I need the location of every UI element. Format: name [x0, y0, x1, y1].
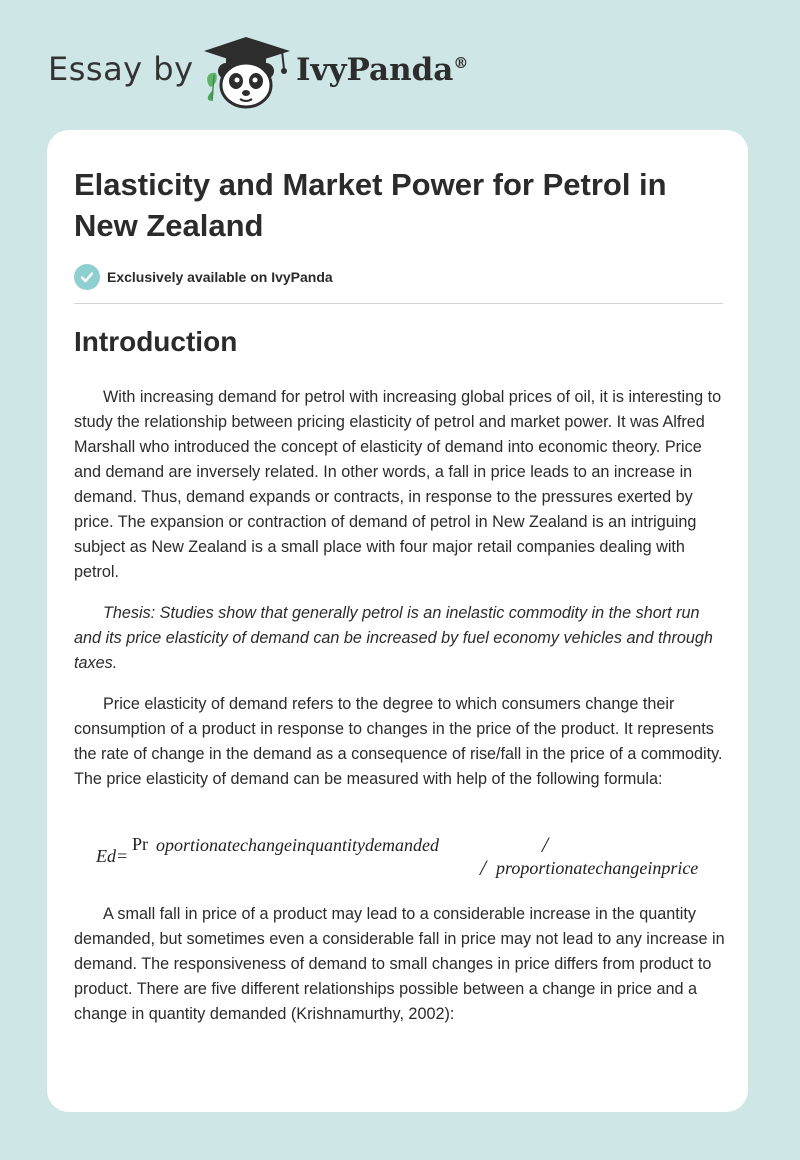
- registered-mark: ®: [453, 54, 469, 72]
- brand-name[interactable]: [296, 52, 468, 88]
- essay-card: [47, 130, 748, 1112]
- formula-denominator: proportionatechangeinprice: [496, 858, 699, 878]
- paragraph-4: A small fall in price of a product may lead to a considerable increase in the quantity demanded, but sometimes even a considerable fall in price may not lead to any increase in demand. The responsiveness of demand to small changes in price differs from product to product. There are five different relationships possible between a change in price and a change in quantity demanded (Krishnamurthy, 2002):: [74, 905, 725, 1023]
- thesis-paragraph: Thesis: Studies show that generally petrol is an inelastic commodity in the short run and its price elasticity of demand can be increased by fuel economy vehicles and through taxes.: [74, 604, 713, 672]
- elasticity-formula: [96, 830, 746, 882]
- exclusive-badge: [74, 264, 333, 290]
- paragraph-3: Price elasticity of demand refers to the degree to which consumers change their consumption of a product in response to changes in the price of the product. It represents the rate of change in the demand as a consequence of rise/fall in the price of a commodity. The price elasticity of demand can be measured with help of the following formula:: [74, 695, 723, 788]
- brand-name-text: IvyPanda: [296, 52, 454, 88]
- divider: [74, 303, 723, 304]
- essay-title: Elasticity and Market Power for Petrol in New Zealand: [74, 167, 667, 243]
- formula-slash-top: /: [542, 832, 549, 857]
- formula-numerator: oportionatechangeinquantitydemanded: [156, 835, 439, 855]
- formula-slash-bottom: /: [480, 855, 487, 880]
- essay-by-label: Essay by: [48, 50, 194, 88]
- formula-lhs: Ed=: [96, 846, 129, 866]
- panda-logo-icon[interactable]: [200, 35, 292, 109]
- badge-text: Exclusively available on IvyPanda: [107, 269, 333, 285]
- check-icon: [74, 264, 100, 290]
- formula-pr: Pr: [132, 834, 149, 854]
- section-heading: Introduction: [74, 326, 238, 357]
- site-header: [0, 0, 800, 130]
- paragraph-1: With increasing demand for petrol with increasing global prices of oil, it is interesting to study the relationship between pricing elasticity of petrol and market power. It was Alfred Marshall who introduced the concept of elasticity of demand into economic theory. Price and demand are inversely related. In other words, a fall in price leads to an increase in demand. Thus, demand expands or contracts, in response to the pressures exerted by price. The expansion or contraction of demand of petrol in New Zealand is an intriguing subject as New Zealand is a small place with four major retail companies dealing with petrol.: [74, 388, 722, 581]
